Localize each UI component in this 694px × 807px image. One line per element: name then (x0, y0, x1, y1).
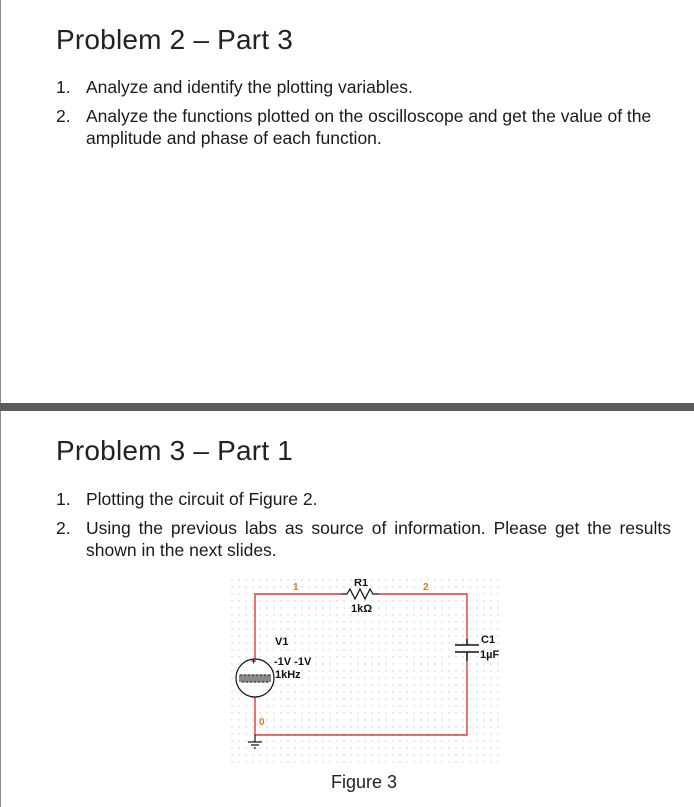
node-label-1: 1 (293, 582, 299, 593)
list-item (56, 76, 671, 98)
r1-name-label: R1 (354, 579, 369, 589)
instruction-list (56, 488, 671, 568)
v1-name-label: V1 (275, 636, 289, 648)
list-item (56, 517, 671, 561)
list-text: Using the previous labs as source of information. Please get the results shown in the next slides. (86, 518, 671, 560)
list-number: 2. (56, 106, 71, 126)
list-number: 2. (56, 518, 71, 538)
r1-value-label: 1kΩ (351, 603, 373, 615)
v1-amplitude-label: -1V -1V (274, 656, 312, 668)
slide-divider (0, 403, 694, 411)
instruction-list (56, 76, 671, 156)
list-text: Analyze the functions plotted on the oscilloscope and get the value of the amplitude and phase of each function. (86, 106, 652, 148)
c1-name-label: C1 (481, 634, 496, 646)
list-number: 1. (56, 489, 71, 509)
figure-caption: Figure 3 (331, 772, 398, 792)
list-text: Plotting the circuit of Figure 2. (86, 489, 318, 509)
node-label-2: 2 (423, 582, 429, 593)
slide-problem-3-part-1 (0, 411, 694, 807)
list-item (56, 105, 671, 149)
source-plus-sign: + (251, 656, 257, 666)
v1-frequency-label: 1kHz (275, 669, 301, 681)
list-number: 1. (56, 77, 71, 97)
c1-value-label: 1µF (480, 649, 499, 661)
slide-title: Problem 3 – Part 1 (56, 435, 294, 466)
slide-problem-2-part-3 (0, 0, 694, 403)
list-text: Analyze and identify the plotting variables. (86, 77, 413, 97)
list-item (56, 488, 671, 510)
slide-title: Problem 2 – Part 3 (56, 24, 294, 55)
node-label-0: 0 (259, 717, 265, 728)
rc-circuit-schematic (231, 579, 499, 764)
